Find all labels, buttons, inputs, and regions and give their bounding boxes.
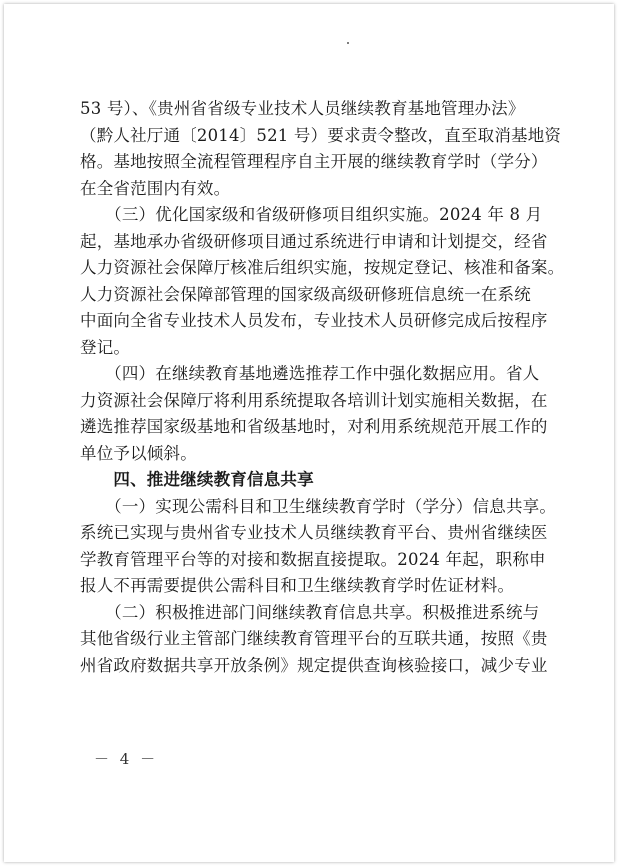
text-line: 报人不再需要提供公需科目和卫生继续教育学时佐证材料。 xyxy=(80,576,515,595)
text-line: （黔人社厅通〔2014〕521 号）要求责令整改，直至取消基地资 xyxy=(80,125,562,145)
document-body xyxy=(80,96,565,679)
text-line: 力资源社会保障厅将利用系统提取各培训计划实施相关数据，在 xyxy=(80,390,548,410)
scan-speck xyxy=(347,42,349,44)
text-line: 53 号）、《贵州省省级专业技术人员继续教育基地管理办法》 xyxy=(80,99,525,118)
text-line: 起，基地承办省级研修项目通过系统进行申请和计划提交，经省 xyxy=(80,231,548,251)
text-line: 人力资源社会保障部管理的国家级高级研修班信息统一在系统 xyxy=(80,284,531,304)
text-line: 在全省范围内有效。 xyxy=(80,178,231,198)
text-line: 中面向全省专业技术人员发布，专业技术人员研修完成后按程序 xyxy=(80,311,548,330)
text-line: （二）积极推进部门间继续教育信息共享。积极推进系统与 xyxy=(80,602,540,622)
section-heading: 四、推进继续教育信息共享 xyxy=(80,470,314,489)
text-line: 系统已实现与贵州省专业技术人员继续教育平台、贵州省继续医 xyxy=(80,523,548,542)
text-line: 单位予以倾斜。 xyxy=(80,443,197,463)
page-number: － 4 － xyxy=(94,750,159,768)
text-line: （一）实现公需科目和卫生继续教育学时（学分）信息共享。 xyxy=(80,496,557,516)
text-line: （四）在继续教育基地遴选推荐工作中强化数据应用。省人 xyxy=(80,364,540,383)
text-line: 州省政府数据共享开放条例》规定提供查询核验接口，减少专业 xyxy=(80,655,548,675)
document-page xyxy=(4,4,614,862)
text-line: （三）优化国家级和省级研修项目组织实施。2024 年 8 月 xyxy=(80,205,543,224)
text-line: 登记。 xyxy=(80,337,131,357)
text-line: 人力资源社会保障厅核准后组织实施，按规定登记、核准和备案。 xyxy=(80,258,565,277)
text-line: 遴选推荐国家级基地和省级基地时，对利用系统规范开展工作的 xyxy=(80,417,548,436)
text-line: 学教育管理平台等的对接和数据直接提取。2024 年起，职称申 xyxy=(80,549,546,569)
text-line: 其他省级行业主管部门继续教育管理平台的互联共通，按照《贵 xyxy=(80,629,548,648)
text-line: 格。基地按照全流程管理程序自主开展的继续教育学时（学分） xyxy=(80,152,548,171)
